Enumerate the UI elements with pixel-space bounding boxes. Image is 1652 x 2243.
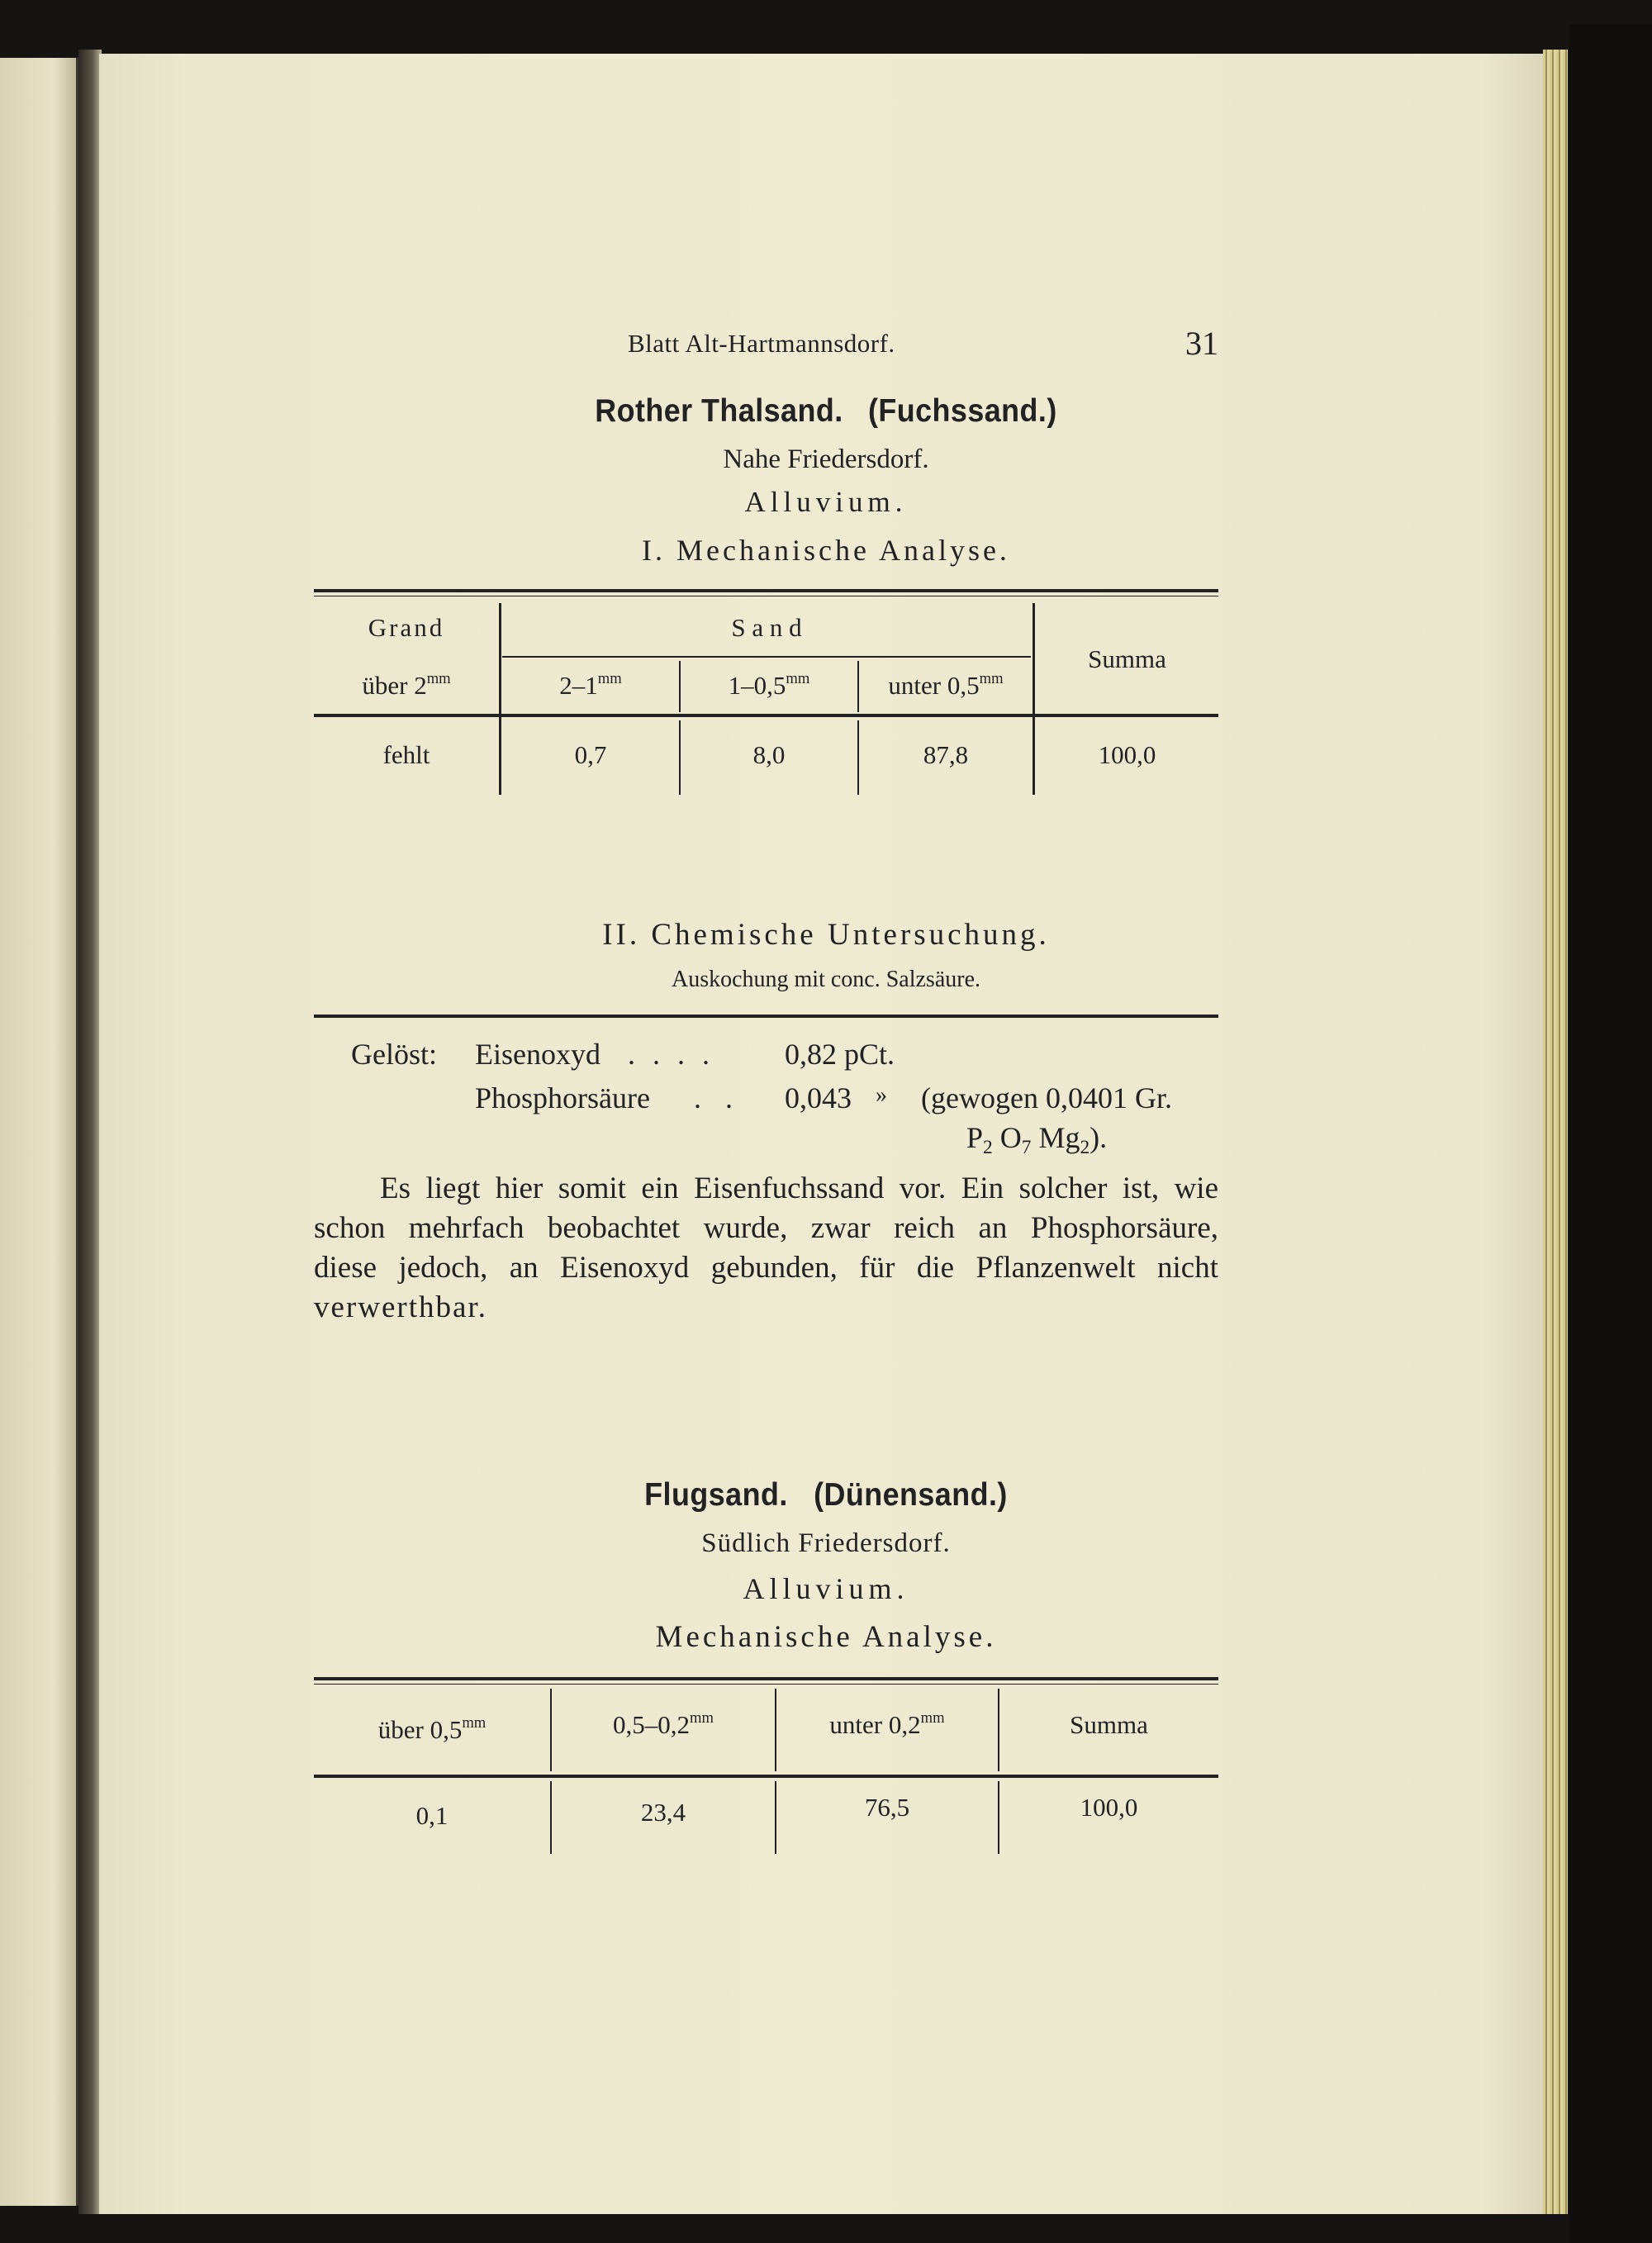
page-edges — [1543, 50, 1568, 2214]
table1-value-sand3: 87,8 — [923, 740, 969, 769]
table1-col-sand1 — [502, 671, 679, 701]
chem-label: Gelöst: — [351, 1038, 437, 1071]
section2-title — [66, 1477, 1586, 1514]
formula-p-sub: 2 — [983, 1137, 993, 1159]
section2-location: Südlich Friedersdorf. — [701, 1528, 951, 1558]
chem-row2-note: (gewogen 0,0401 Gr. — [921, 1081, 1172, 1114]
table1-col-sand2 — [681, 671, 857, 701]
table2-top-rule-thin — [314, 1684, 1218, 1685]
section2-formation: Alluvium. — [743, 1572, 909, 1605]
table2-header-rule — [314, 1775, 1218, 1778]
section1-title — [66, 392, 1586, 430]
table2-value-4: 100,0 — [1080, 1793, 1138, 1822]
table1-grand-header: Grand — [368, 613, 445, 642]
section1-formation: Alluvium. — [744, 486, 908, 518]
formula-o: O — [999, 1121, 1022, 1154]
page-number: 31 — [1185, 325, 1218, 362]
section1-location: Nahe Friedersdorf. — [723, 444, 929, 474]
table1-vline — [1032, 603, 1035, 795]
section2-title-main: Flugsand. — [644, 1477, 788, 1513]
unit-mm: mm — [979, 669, 1004, 687]
table2-col1-label: über 0,5 — [377, 1715, 463, 1744]
section1-title-main: Rother Thalsand. — [595, 393, 843, 429]
left-page-edge — [0, 58, 78, 2206]
table1-col-sand1-label: 2–1 — [559, 671, 598, 700]
running-title: Blatt Alt-Hartmannsdorf. — [628, 329, 895, 358]
table2-col3-label: unter 0,2 — [829, 1710, 921, 1739]
table1-value-sand1: 0,7 — [574, 740, 607, 769]
page — [99, 54, 1557, 2214]
formula-o-sub: 7 — [1021, 1137, 1032, 1159]
unit-mm: mm — [426, 669, 451, 687]
formula-mg: Mg — [1038, 1121, 1080, 1154]
chem-row2-value: 0,043 — [785, 1081, 852, 1114]
paragraph-line: diese jedoch, an Eisenoxyd gebunden, für die Pflanzenwelt nicht — [314, 1251, 1218, 1285]
table2-col4: Summa — [1070, 1710, 1148, 1739]
table2-col3 — [776, 1710, 998, 1740]
book-gutter — [78, 50, 102, 2214]
chem-row1-dots: . . . . — [628, 1038, 714, 1071]
chem-subheading: Auskochung mit conc. Salzsäure. — [671, 967, 981, 992]
table1-sand-header: S a n d — [731, 613, 802, 642]
unit-mm: mm — [920, 1708, 945, 1727]
table1-col-sand3-label: unter 0,5 — [888, 671, 980, 700]
book-cover — [1569, 25, 1652, 2243]
chem-heading: II. Chemische Untersuchung. — [602, 918, 1050, 952]
unit-mm: mm — [690, 1708, 714, 1727]
paragraph-line: verwerthbar. — [314, 1290, 487, 1324]
section2-title-paren: (Dünensand.) — [814, 1477, 1008, 1513]
section1-title-paren: (Fuchssand.) — [867, 393, 1057, 429]
table2-top-rule — [314, 1677, 1218, 1680]
paragraph-line: Es liegt hier somit ein Eisenfuchssand vor. Ein solcher ist, wie — [380, 1171, 1218, 1205]
chem-row2-dots: . . — [694, 1081, 741, 1114]
table1-value-summa: 100,0 — [1098, 740, 1156, 769]
unit-mm: mm — [786, 669, 810, 687]
table1-col-sand2-label: 1–0,5 — [728, 671, 786, 700]
formula-mg-sub: 2 — [1080, 1137, 1090, 1159]
chem-row1-value: 0,82 pCt. — [785, 1038, 895, 1071]
unit-mm: mm — [462, 1713, 487, 1732]
chem-row2-name: Phosphorsäure — [475, 1081, 650, 1114]
chem-row2-ditto: » — [876, 1082, 887, 1108]
section2-subheading: Mechanische Analyse. — [655, 1620, 997, 1654]
chem-rule — [314, 1015, 1218, 1018]
table1-col-grand — [314, 671, 499, 701]
table1-top-rule — [314, 589, 1218, 592]
table2-col2-label: 0,5–0,2 — [613, 1710, 691, 1739]
formula-p: P — [966, 1121, 984, 1154]
table1-sand-rule — [502, 656, 1031, 658]
table2-value-1: 0,1 — [415, 1801, 449, 1830]
table1-vline — [499, 603, 501, 795]
table1-value-grand: fehlt — [382, 740, 430, 769]
table2-col2 — [552, 1710, 775, 1740]
table2-col1 — [314, 1715, 550, 1745]
section1-subheading: I. Mechanische Analyse. — [642, 534, 1010, 567]
table1-header-rule — [314, 714, 1218, 717]
chem-formula — [966, 1120, 1108, 1159]
table2-value-2: 23,4 — [640, 1798, 686, 1827]
table1-col-grand-label: über 2 — [362, 671, 427, 700]
table1-value-sand2: 8,0 — [752, 740, 786, 769]
table1-col-sand3 — [859, 671, 1032, 701]
chem-row1-name: Eisenoxyd — [475, 1038, 601, 1071]
table2-value-3: 76,5 — [864, 1793, 910, 1822]
unit-mm: mm — [597, 669, 622, 687]
formula-close: ). — [1089, 1121, 1108, 1154]
conclusion-paragraph — [314, 1169, 1218, 1328]
table1-summa-header: Summa — [1088, 644, 1166, 673]
paragraph-line: schon mehrfach beobachtet wurde, zwar reich an Phosphorsäure, — [314, 1211, 1218, 1245]
